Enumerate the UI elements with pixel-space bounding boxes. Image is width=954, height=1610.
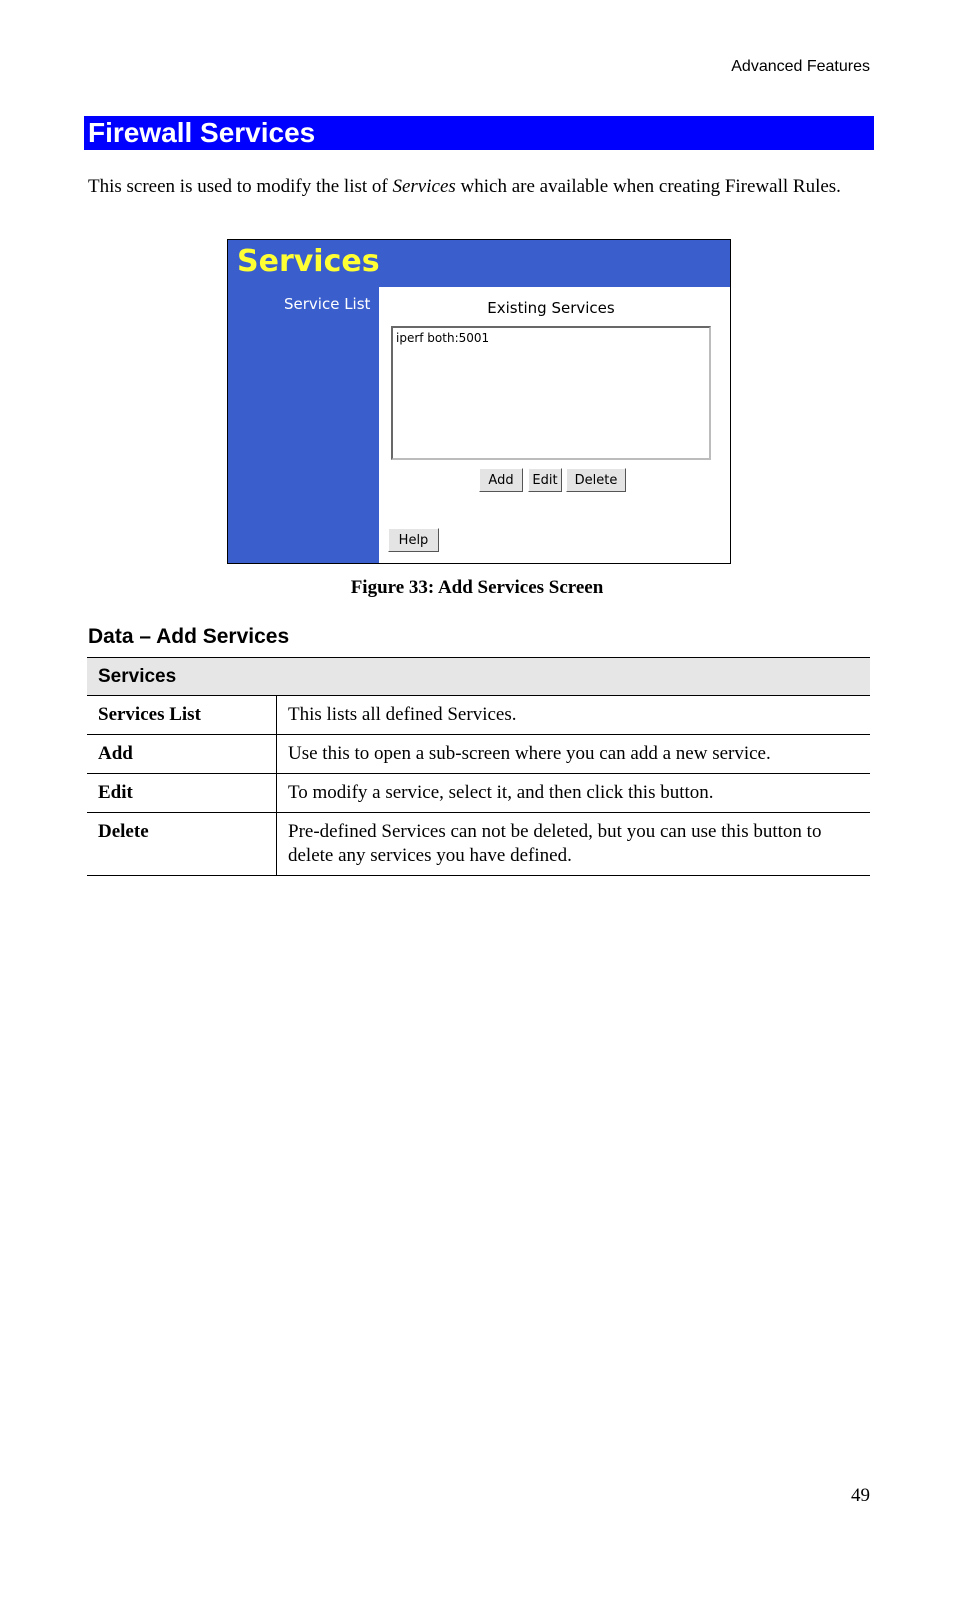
list-item[interactable]: iperf both:5001	[396, 331, 490, 345]
row-description: To modify a service, select it, and then click this button.	[277, 774, 871, 813]
table-row	[87, 813, 870, 876]
content-panel	[379, 287, 731, 564]
running-head: Advanced Features	[731, 58, 870, 75]
intro-paragraph	[88, 174, 858, 199]
table-header-row	[87, 658, 870, 696]
screenshot-title: Services	[237, 244, 380, 279]
intro-text-end: which are available when creating Firewall Rules.	[455, 176, 841, 197]
delete-button[interactable]: Delete	[566, 468, 626, 492]
table-header: Services	[87, 658, 870, 696]
figure-caption: Figure 33: Add Services Screen	[350, 577, 604, 598]
row-description: This lists all defined Services.	[277, 696, 871, 735]
section-title: Firewall Services	[88, 117, 316, 148]
row-term: Delete	[87, 813, 277, 876]
row-term: Edit	[87, 774, 277, 813]
page-number: 49	[851, 1485, 870, 1506]
table-row	[87, 696, 870, 735]
services-screenshot	[227, 239, 731, 564]
table-row	[87, 735, 870, 774]
sidebar-item-service-list[interactable]: Service List	[284, 295, 371, 313]
help-button[interactable]: Help	[388, 528, 439, 552]
table-row	[87, 774, 870, 813]
row-description: Pre-defined Services can not be deleted, but you can use this button to delete any services you have defined.	[277, 813, 871, 876]
existing-services-heading: Existing Services	[487, 299, 615, 317]
add-button[interactable]: Add	[479, 468, 523, 492]
intro-emphasis: Services	[392, 176, 456, 197]
services-data-table	[87, 657, 870, 876]
row-description: Use this to open a sub-screen where you can add a new service.	[277, 735, 871, 774]
row-term: Add	[87, 735, 277, 774]
existing-services-listbox[interactable]	[391, 326, 711, 460]
section-title-banner	[84, 116, 874, 150]
edit-button[interactable]: Edit	[528, 468, 562, 492]
intro-text-start: This screen is used to modify the list of	[88, 176, 393, 197]
row-term: Services List	[87, 696, 277, 735]
data-subheading: Data – Add Services	[88, 625, 290, 648]
